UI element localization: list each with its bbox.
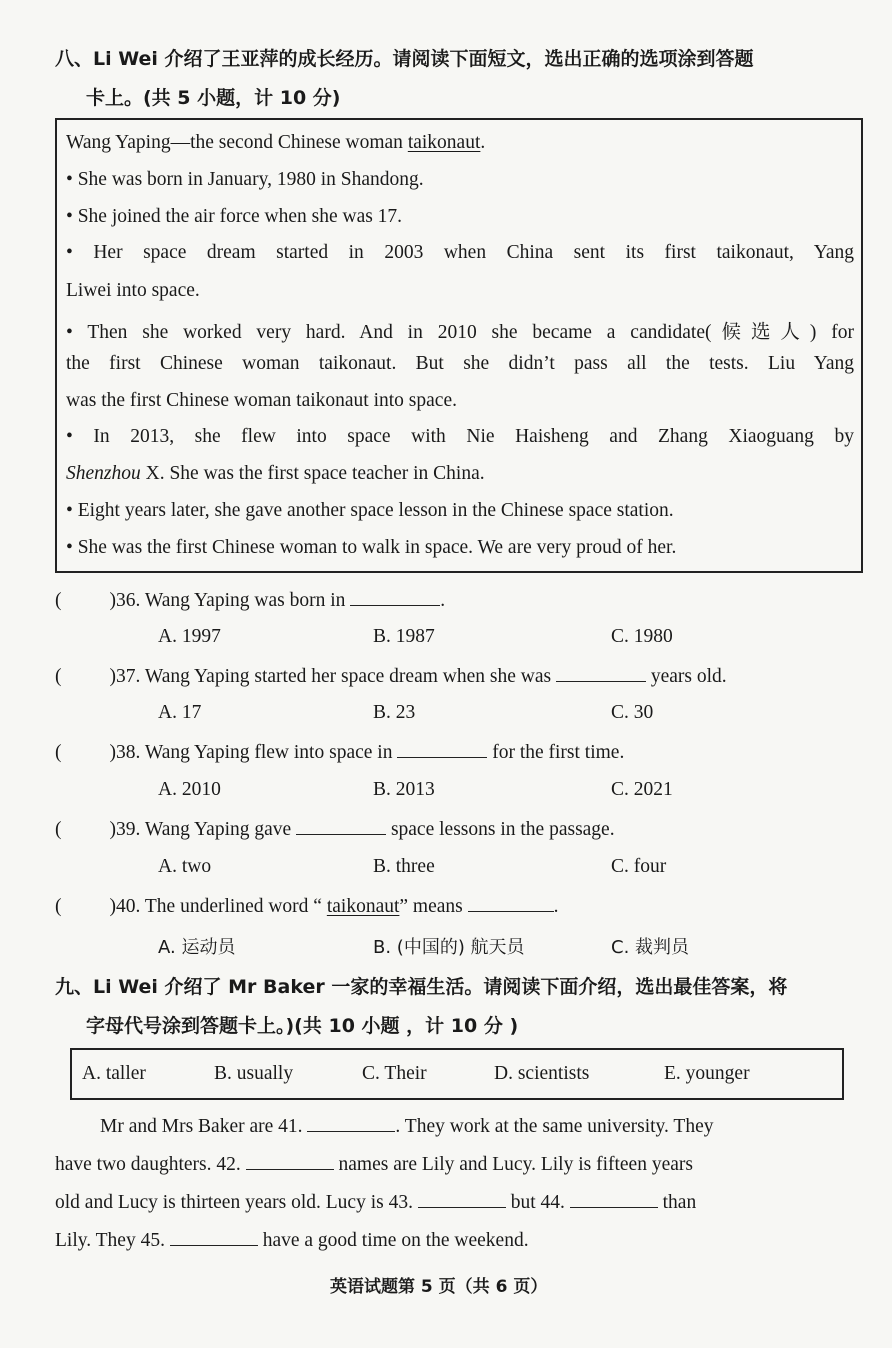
option-b[interactable]: B. 1987 — [373, 626, 435, 647]
underlined-word: taikonaut — [326, 896, 400, 917]
answer-blank[interactable] — [246, 1153, 334, 1170]
passage-heading: Wang Yaping—the second Chinese woman taikonaut. — [66, 132, 486, 153]
option-c[interactable]: C. 裁判员 — [611, 937, 690, 958]
option-b[interactable]: B. 23 — [373, 702, 416, 723]
answer-blank[interactable] — [556, 665, 646, 682]
cloze-line-3: old and Lucy is thirteen years old. Lucy is 43. but 44. than — [55, 1192, 697, 1213]
option-c[interactable]: C. 2021 — [611, 779, 673, 800]
page-footer: 英语试题第 5 页（共 6 页） — [330, 1277, 548, 1297]
option-b[interactable]: B. (中国的) 航天员 — [373, 937, 525, 958]
option-a[interactable]: A. 1997 — [158, 626, 221, 647]
section9-title-line2: 字母代号涂到答题卡上。)(共 10 小题 ，计 10 分 ) — [86, 1015, 519, 1037]
cloze-line-1: Mr and Mrs Baker are 41. . They work at the same university. They — [100, 1116, 714, 1137]
option-c[interactable]: C. 30 — [611, 702, 654, 723]
question-36: ( )36. Wang Yaping was born in . — [55, 590, 446, 611]
option-a[interactable]: A. two — [158, 856, 212, 877]
cloze-line-4: Lily. They 45. have a good time on the weekend. — [55, 1230, 529, 1251]
question-40: ( )40. The underlined word “ taikonaut” means . — [55, 896, 559, 917]
cloze-line-2: have two daughters. 42. names are Lily and Lucy. Lily is fifteen years — [55, 1154, 693, 1175]
passage-line: • She was born in January, 1980 in Shandong. — [66, 169, 424, 190]
answer-blank[interactable] — [418, 1191, 506, 1208]
word-bank-item: D. scientists — [494, 1063, 590, 1084]
question-38: ( )38. Wang Yaping flew into space in for the first time. — [55, 742, 625, 763]
option-a[interactable]: A. 运动员 — [158, 937, 236, 958]
passage-line: was the first Chinese woman taikonaut into space. — [66, 390, 457, 411]
passage-line: • She was the first Chinese woman to walk in space. We are very proud of her. — [66, 537, 677, 558]
word-bank-item: E. younger — [664, 1063, 750, 1084]
passage-line: • Her space dream started in 2003 when China sent its first taikonaut, Yang — [66, 242, 854, 263]
option-a[interactable]: A. 17 — [158, 702, 202, 723]
section8-title-line1: 八、Li Wei 介绍了王亚萍的成长经历。请阅读下面短文，选出正确的选项涂到答题 — [55, 48, 754, 70]
word-bank-item: C. Their — [362, 1063, 427, 1084]
answer-blank[interactable] — [397, 741, 487, 758]
answer-blank[interactable] — [170, 1229, 258, 1246]
section9-title-line1: 九、Li Wei 介绍了 Mr Baker 一家的幸福生活。请阅读下面介绍，选出最佳答案，将 — [55, 976, 788, 998]
passage-line: • In 2013, she flew into space with Nie Haisheng and Zhang Xiaoguang by — [66, 426, 854, 447]
option-b[interactable]: B. 2013 — [373, 779, 435, 800]
underlined-word: taikonaut — [407, 132, 481, 153]
option-a[interactable]: A. 2010 — [158, 779, 221, 800]
word-bank-item: B. usually — [214, 1063, 294, 1084]
answer-blank[interactable] — [350, 589, 440, 606]
passage-line: • Eight years later, she gave another space lesson in the Chinese space station. — [66, 500, 674, 521]
passage-line: the first Chinese woman taikonaut. But she didn’t pass all the tests. Liu Yang — [66, 353, 854, 374]
question-37: ( )37. Wang Yaping started her space dream when she was years old. — [55, 666, 727, 687]
passage-line: • Then she worked very hard. And in 2010 she became a candidate(候选人) for — [66, 322, 854, 343]
passage-line: Shenzhou X. She was the first space teacher in China. — [66, 463, 485, 484]
italic-ship-name: Shenzhou — [66, 463, 141, 484]
passage-line: • She joined the air force when she was 17. — [66, 206, 403, 227]
question-39: ( )39. Wang Yaping gave space lessons in the passage. — [55, 819, 615, 840]
word-bank-box — [70, 1048, 844, 1100]
answer-blank[interactable] — [307, 1115, 395, 1132]
answer-blank[interactable] — [570, 1191, 658, 1208]
word-bank-item: A. taller — [82, 1063, 146, 1084]
answer-blank[interactable] — [296, 818, 386, 835]
option-c[interactable]: C. 1980 — [611, 626, 673, 647]
option-b[interactable]: B. three — [373, 856, 435, 877]
section8-title-line2: 卡上。(共 5 小题，计 10 分) — [86, 87, 341, 109]
passage-line: Liwei into space. — [66, 280, 200, 301]
answer-blank[interactable] — [468, 895, 554, 912]
option-c[interactable]: C. four — [611, 856, 667, 877]
